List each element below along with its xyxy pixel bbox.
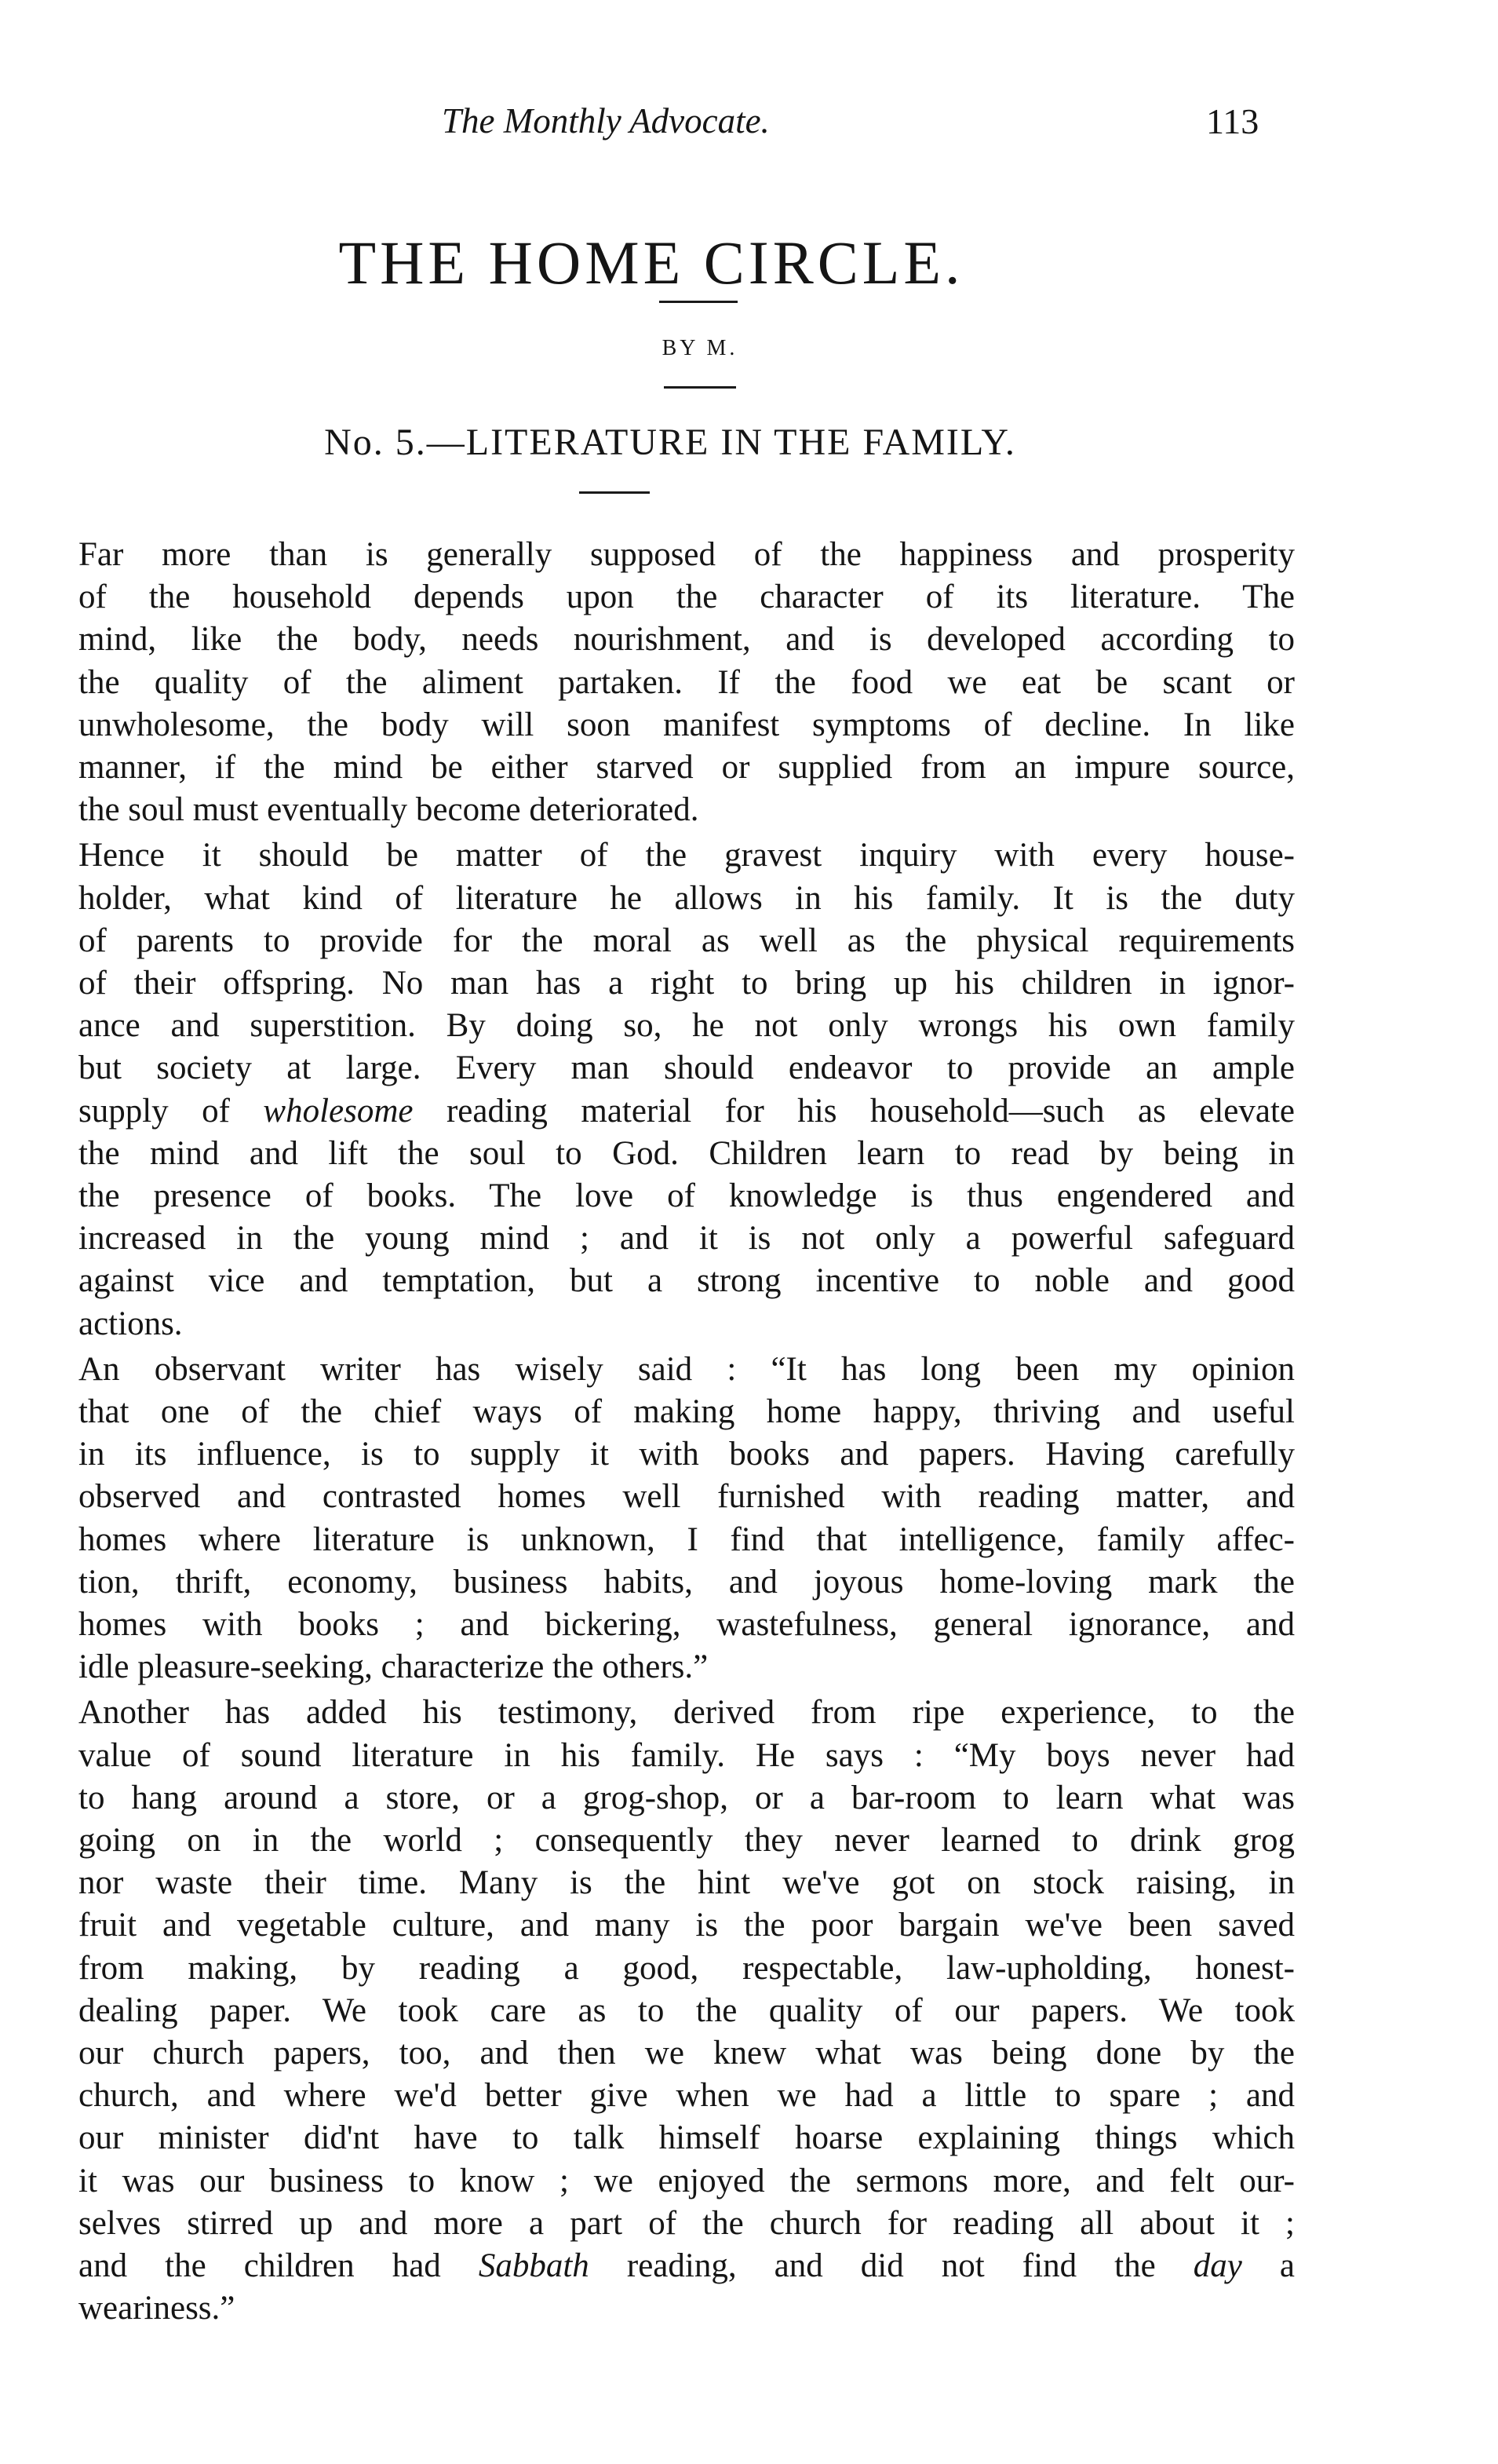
text-line: in its influence, is to supply it with books and papers. Having carefully bbox=[78, 1436, 1295, 1473]
text-line: the presence of books. The love of knowledge is thus engendered and bbox=[78, 1177, 1295, 1214]
byline: BY M. bbox=[662, 336, 738, 360]
text-line: our minister did'nt have to talk himself hoarse explaining things which bbox=[78, 2119, 1295, 2156]
subtitle-rule bbox=[579, 491, 650, 494]
text-line: fruit and vegetable culture, and many is the poor bargain we've been saved bbox=[78, 1907, 1295, 1944]
byline-rule bbox=[664, 386, 736, 389]
text-line: to hang around a store, or a grog-shop, or a bar-room to learn what was bbox=[78, 1780, 1295, 1816]
text-line: holder, what kind of literature he allows in his family. It is the duty bbox=[78, 880, 1295, 917]
text-line: observed and contrasted homes well furnished with reading matter, and bbox=[78, 1478, 1295, 1515]
text-line: of their offspring. No man has a right to bring up his children in ignor- bbox=[78, 965, 1295, 1002]
text-line: idle pleasure-seeking, characterize the others.” bbox=[78, 1648, 709, 1685]
text-line: but society at large. Every man should endeavor to provide an ample bbox=[78, 1049, 1295, 1086]
running-head bbox=[0, 100, 1498, 155]
text-line: An observant writer has wisely said : “It has long been my opinion bbox=[78, 1351, 1295, 1388]
text-line: unwholesome, the body will soon manifest symptoms of decline. In like bbox=[78, 706, 1295, 743]
text-line: ance and superstition. By doing so, he not only wrongs his own family bbox=[78, 1007, 1295, 1044]
text-line: of the household depends upon the character of its literature. The bbox=[78, 579, 1295, 615]
text-line: value of sound literature in his family. He says : “My boys never had bbox=[78, 1737, 1295, 1774]
text-line: the quality of the aliment partaken. If the food we eat be scant or bbox=[78, 664, 1295, 701]
text-line: the soul must eventually become deteriorated. bbox=[78, 791, 699, 828]
title-rule bbox=[659, 301, 738, 303]
text-line: it was our business to know ; we enjoyed the sermons more, and felt our- bbox=[78, 2163, 1295, 2199]
text-line: of parents to provide for the moral as well as the physical requirements bbox=[78, 922, 1295, 959]
text-line: church, and where we'd better give when we had a little to spare ; and bbox=[78, 2077, 1295, 2114]
text-line: actions. bbox=[78, 1305, 183, 1342]
article-subtitle: No. 5.—LITERATURE IN THE FAMILY. bbox=[324, 422, 1016, 463]
text-line: that one of the chief ways of making home happy, thriving and useful bbox=[78, 1393, 1295, 1430]
text-line: homes where literature is unknown, I find that intelligence, family affec- bbox=[78, 1521, 1295, 1558]
text-line: selves stirred up and more a part of the church for reading all about it ; bbox=[78, 2205, 1295, 2242]
text-line: mind, like the body, needs nourishment, and is developed according to bbox=[78, 621, 1295, 658]
text-line: manner, if the mind be either starved or supplied from an impure source, bbox=[78, 749, 1295, 786]
text-line: dealing paper. We took care as to the quality of our papers. We took bbox=[78, 1992, 1295, 2029]
journal-title: The Monthly Advocate. bbox=[442, 101, 770, 141]
text-line: supply of wholesome reading material for his household—such as elevate bbox=[78, 1093, 1295, 1130]
text-line: going on in the world ; consequently they never learned to drink grog bbox=[78, 1822, 1295, 1859]
text-line: homes with books ; and bickering, wastefulness, general ignorance, and bbox=[78, 1606, 1295, 1643]
text-line: tion, thrift, economy, business habits, and joyous home-loving mark the bbox=[78, 1564, 1295, 1601]
text-line: weariness.” bbox=[78, 2290, 235, 2327]
text-line: Another has added his testimony, derived from ripe experience, to the bbox=[78, 1694, 1295, 1731]
text-line: our church papers, too, and then we knew what was being done by the bbox=[78, 2035, 1295, 2072]
text-line: Hence it should be matter of the gravest inquiry with every house- bbox=[78, 837, 1295, 874]
text-line: the mind and lift the soul to God. Children learn to read by being in bbox=[78, 1135, 1295, 1172]
text-line: and the children had Sabbath reading, and did not find the day a bbox=[78, 2247, 1295, 2284]
text-line: from making, by reading a good, respectable, law-upholding, honest- bbox=[78, 1950, 1295, 1987]
page-number: 113 bbox=[1206, 101, 1259, 141]
text-line: nor waste their time. Many is the hint we've got on stock raising, in bbox=[78, 1864, 1295, 1901]
text-line: increased in the young mind ; and it is not only a powerful safeguard bbox=[78, 1220, 1295, 1257]
text-line: against vice and temptation, but a strong incentive to noble and good bbox=[78, 1262, 1295, 1299]
article-title: THE HOME CIRCLE. bbox=[338, 228, 964, 297]
text-line: Far more than is generally supposed of the happiness and prosperity bbox=[78, 536, 1295, 573]
